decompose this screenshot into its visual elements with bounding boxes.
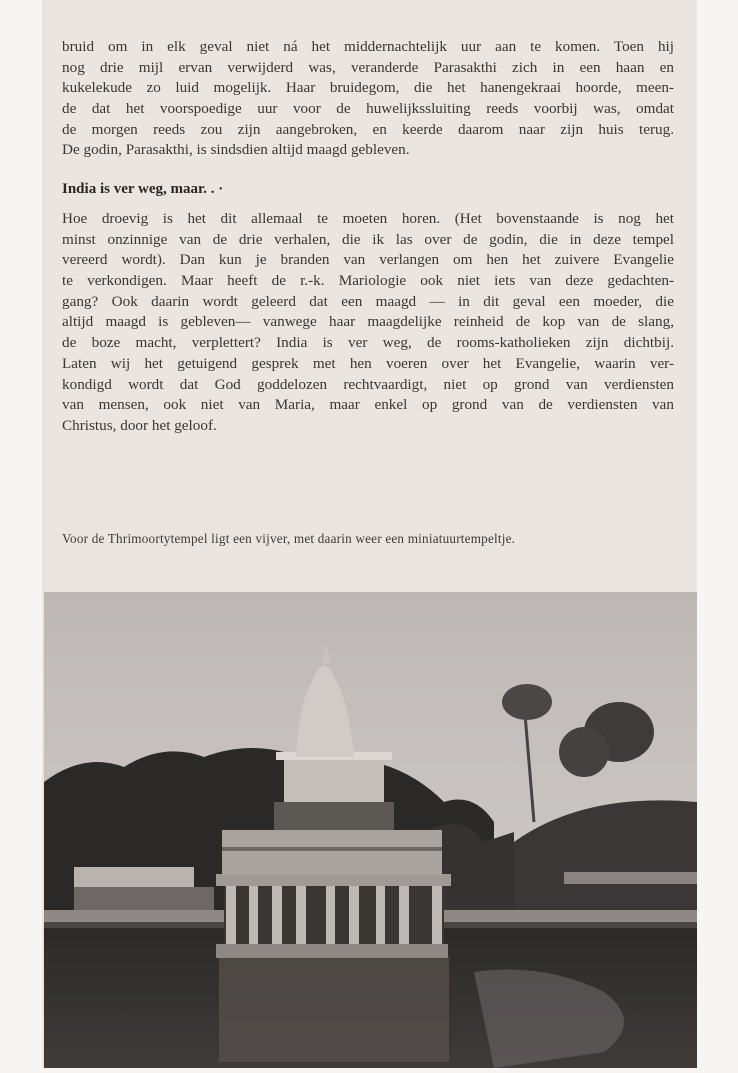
text-line: te verkondigen. Maar heeft de r.-k. Mariologie ook niet iets van deze gedachten- bbox=[62, 272, 674, 290]
text-line: De godin, Parasakthi, is sindsdien altijd maagd gebleven. bbox=[62, 141, 410, 159]
photo-caption: Voor de Thrimoortytempel ligt een vijver, met daarin weer een miniatuurtempeltje. bbox=[62, 531, 516, 546]
temple-pond-photo bbox=[44, 592, 697, 1068]
text-line: de morgen reeds zou zijn aangebroken, en keerde daarom naar zijn huis terug. bbox=[62, 120, 674, 138]
text-line: kondigd wordt dat God goddelozen rechtvaardigt, niet op grond van verdiensten bbox=[62, 375, 674, 393]
text-line: gang? Ook daarin wordt geleerd dat een maagd — in dit geval een moeder, die bbox=[62, 292, 674, 310]
section-heading: India is ver weg, maar. . · bbox=[62, 181, 224, 197]
text-line: Christus, door het geloof. bbox=[62, 416, 217, 434]
photo-illustration bbox=[44, 592, 697, 1068]
paragraph-1 bbox=[62, 37, 674, 161]
text-line: van mensen, ook niet van Maria, maar enkel op grond van de verdiensten van bbox=[62, 396, 674, 414]
text-line: altijd maagd is gebleven— vanwege haar maagdelijke reinheid de kop van de slang, bbox=[62, 313, 674, 331]
text-line: de dat het voorspoedige uur voor de huwelijkssluiting reeds voorbij was, omdat bbox=[62, 100, 674, 118]
text-line: Laten wij het getuigend gesprek met hen voeren over het Evangelie, waarin ver- bbox=[62, 354, 674, 372]
text-line: Hoe droevig is het dit allemaal te moeten horen. (Het bovenstaande is nog het bbox=[62, 210, 674, 227]
text-line: kukelekude zo luid mogelijk. Haar bruidegom, die het hanengekraai hoorde, meen- bbox=[62, 79, 674, 97]
text-line: de boze macht, verplettert? India is ver weg, de rooms-katholieken zijn dichtbij. bbox=[62, 334, 674, 352]
paragraph-2 bbox=[62, 209, 674, 437]
text-line: nog drie mijl ervan verwijderd was, veranderde Parasakthi zich in een haan en bbox=[62, 58, 674, 76]
text-line: vereerd wordt). Dan kun je branden van verlangen om hen het zuivere Evangelie bbox=[62, 251, 674, 269]
text-line: minst onzinnige van de drie verhalen, die ik las over de godin, die in deze tempel bbox=[62, 230, 674, 248]
text-line: bruid om in elk geval niet ná het middernachtelijk uur aan te komen. Toen hij bbox=[62, 38, 674, 55]
